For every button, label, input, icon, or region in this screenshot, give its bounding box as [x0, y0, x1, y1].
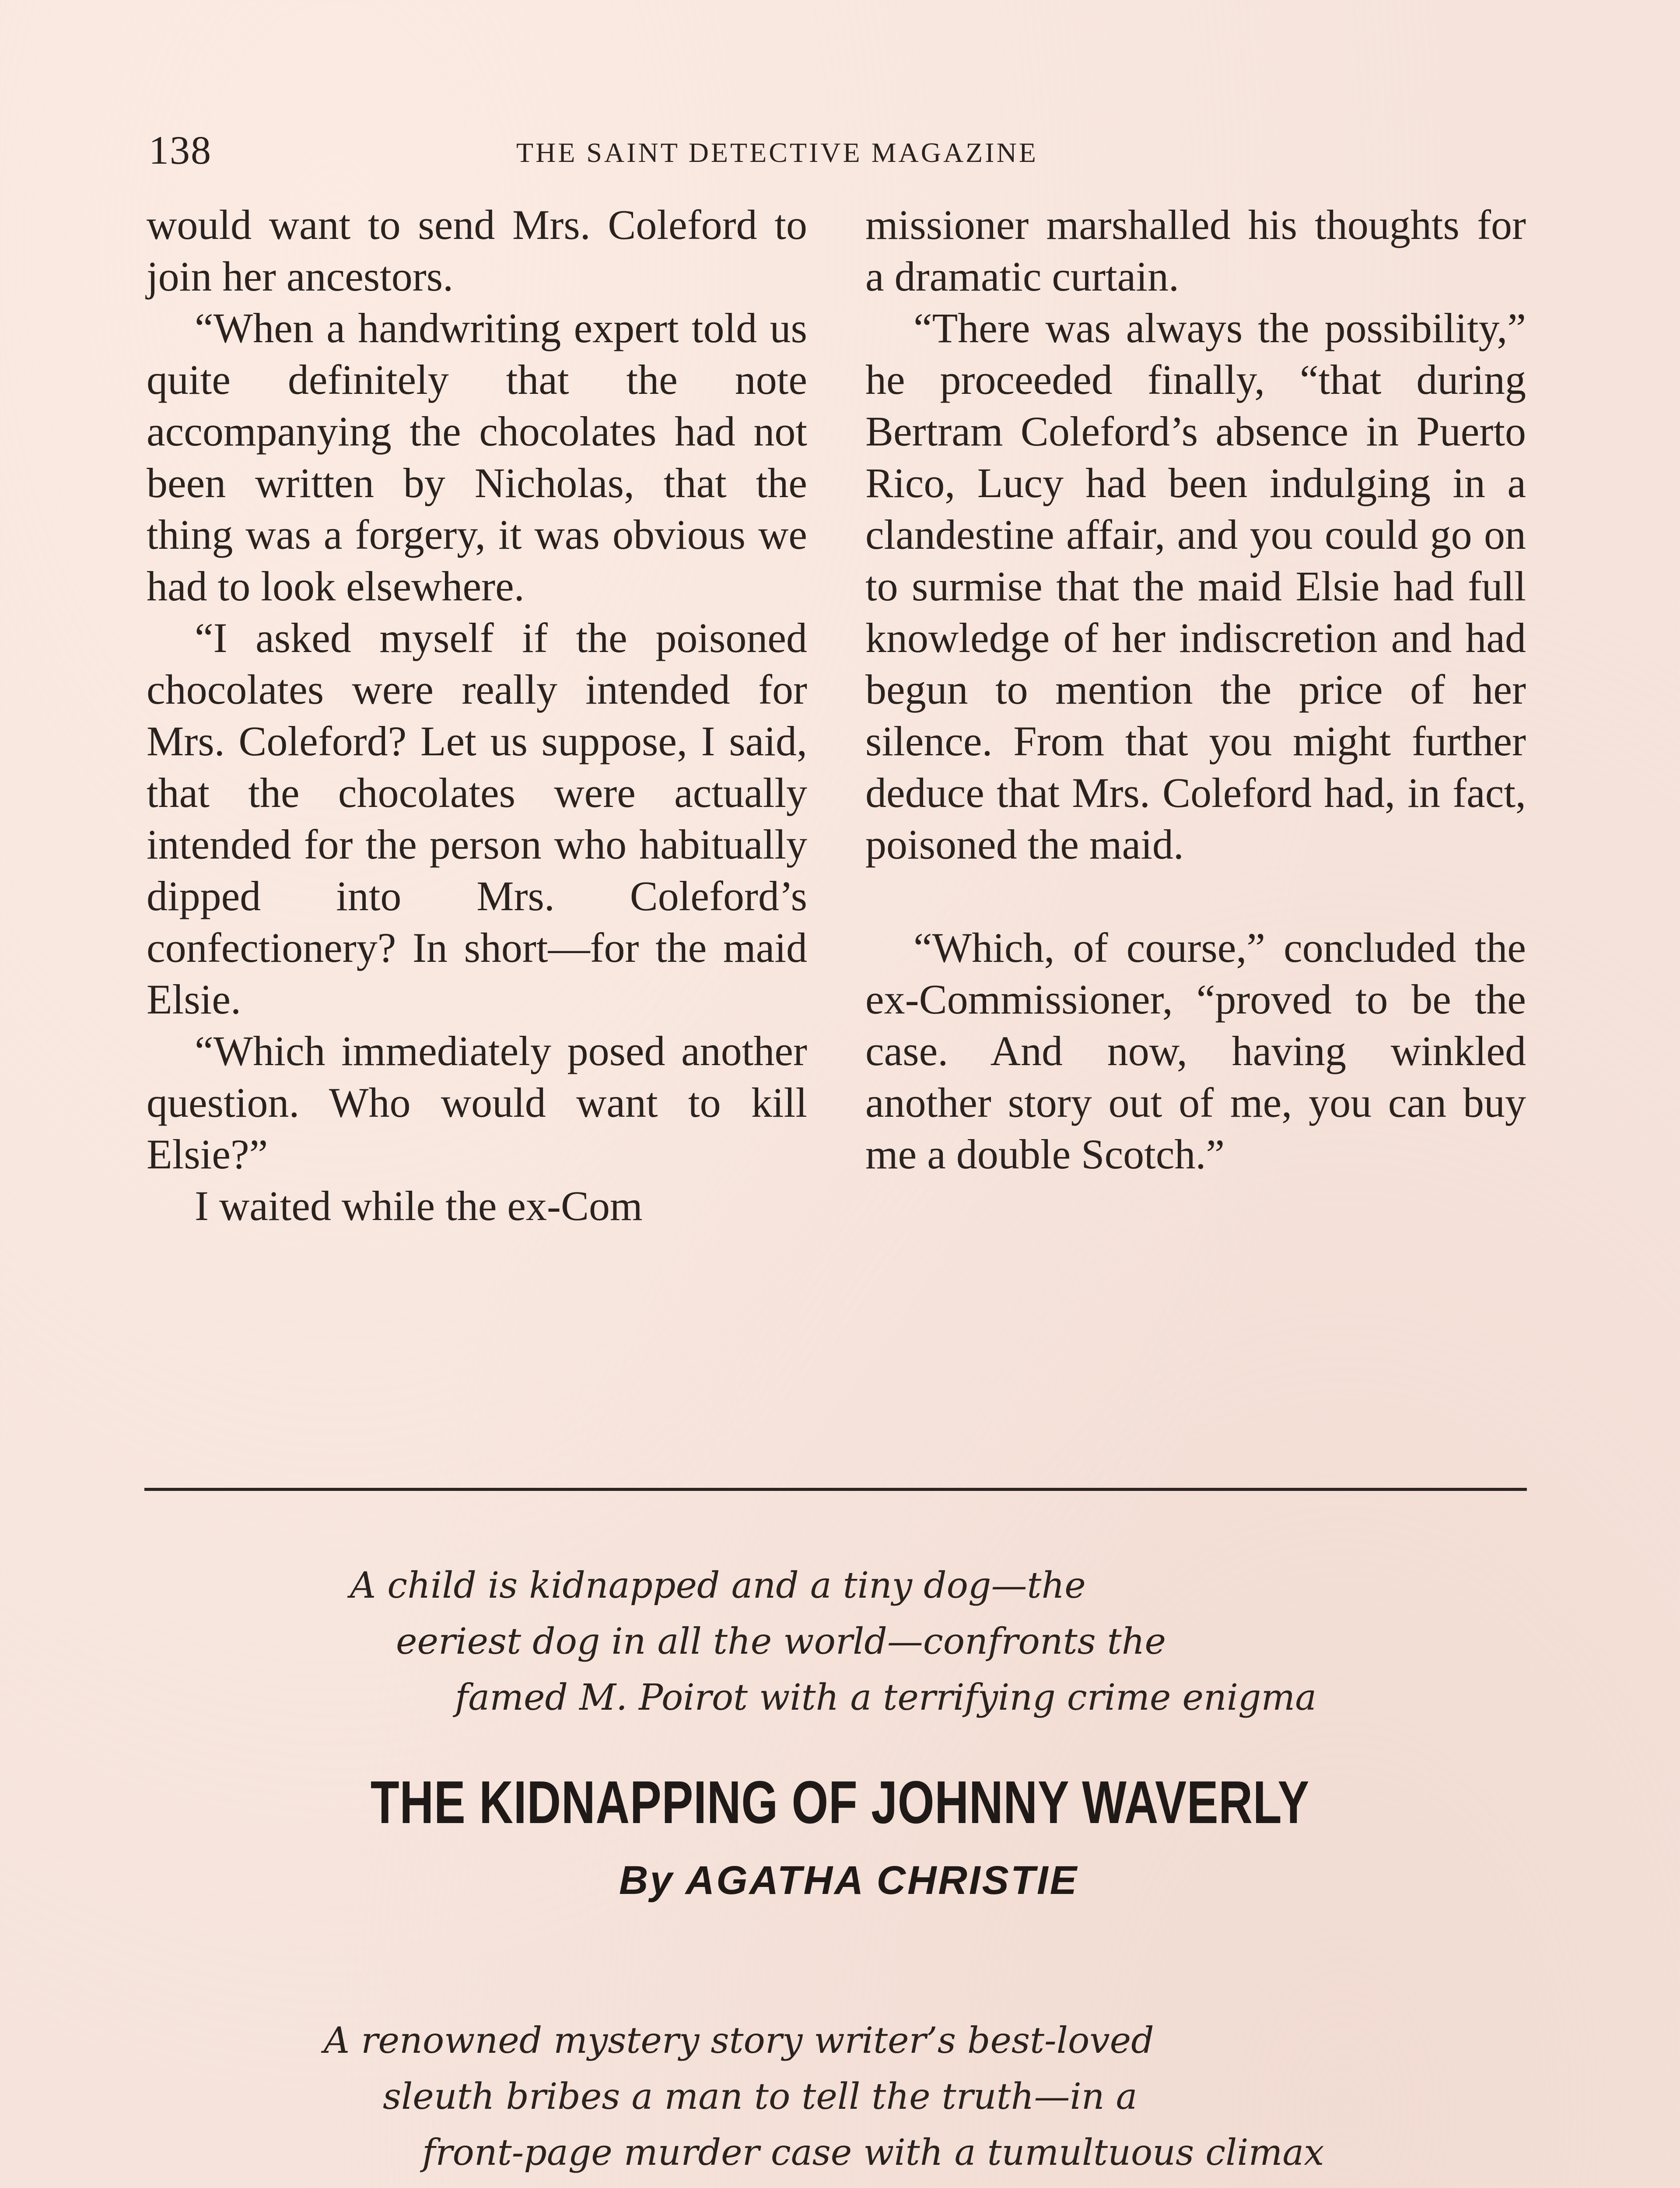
blurb-line: eeriest dog in all the world—confronts the: [396, 1621, 1166, 1662]
paragraph: “Which immediately posed another question. Who would want to kill Elsie?”: [147, 1027, 807, 1178]
blurb-line: A renowned mystery story writer’s best-loved: [324, 2020, 1154, 2062]
promo-title-1: THE KIDNAPPING OF JOHNNY WAVERLY: [370, 1769, 1310, 1836]
paragraph: “When a handwriting expert told us quite definitely that the note accompanying the chocolates had not been written by Nicholas, that the thing was a forgery, it was obvious we had to look elsewhere.: [147, 305, 807, 610]
paragraph: “There was always the possibility,” he proceeded finally, “that during Bertram Coleford’s absence in Puerto Rico, Lucy had been indulging in a clandestine affair, and you could go on to surmise that the maid Elsie had full knowledge of her indiscretion and had begun to mention the price of her silence. From that you might further deduce that Mrs. Coleford had, in fact, poisoned the maid.: [865, 305, 1526, 868]
paragraph: would want to send Mrs. Coleford to join her ancestors.: [147, 201, 807, 300]
promo-byline-1: By AGATHA CHRISTIE: [619, 1858, 1078, 1903]
left-column: [147, 199, 807, 1232]
blurb-line: sleuth bribes a man to tell the truth—in a: [383, 2076, 1138, 2118]
page-number: 138: [149, 128, 212, 172]
page-header: [149, 127, 1540, 179]
paragraph: “Which, of course,” concluded the ex-Commissioner, “proved to be the case. And now, having winkled another story out of me, you can buy me a double Scotch.”: [865, 924, 1526, 1178]
paragraph: I waited while the ex-Com: [195, 1182, 643, 1229]
blurb-line: famed M. Poirot with a terrifying crime enigma: [455, 1677, 1317, 1718]
paragraph: missioner marshalled his thoughts for a dramatic curtain.: [865, 201, 1526, 300]
section-divider: [144, 1488, 1527, 1491]
right-column: [865, 199, 1526, 1180]
blurb-line: A child is kidnapped and a tiny dog—the: [350, 1565, 1086, 1606]
blurb-line: front-page murder case with a tumultuous climax: [422, 2132, 1324, 2174]
paragraph: “I asked myself if the poisoned chocolates were really intended for Mrs. Coleford? Let us suppose, I said, that the chocolates were actually intended for the person who habitually dipped into Mrs. Coleford’s confectionery? In short—for the maid Elsie.: [147, 614, 807, 1023]
running-head: THE SAINT DETECTIVE MAGAZINE: [516, 137, 1038, 168]
